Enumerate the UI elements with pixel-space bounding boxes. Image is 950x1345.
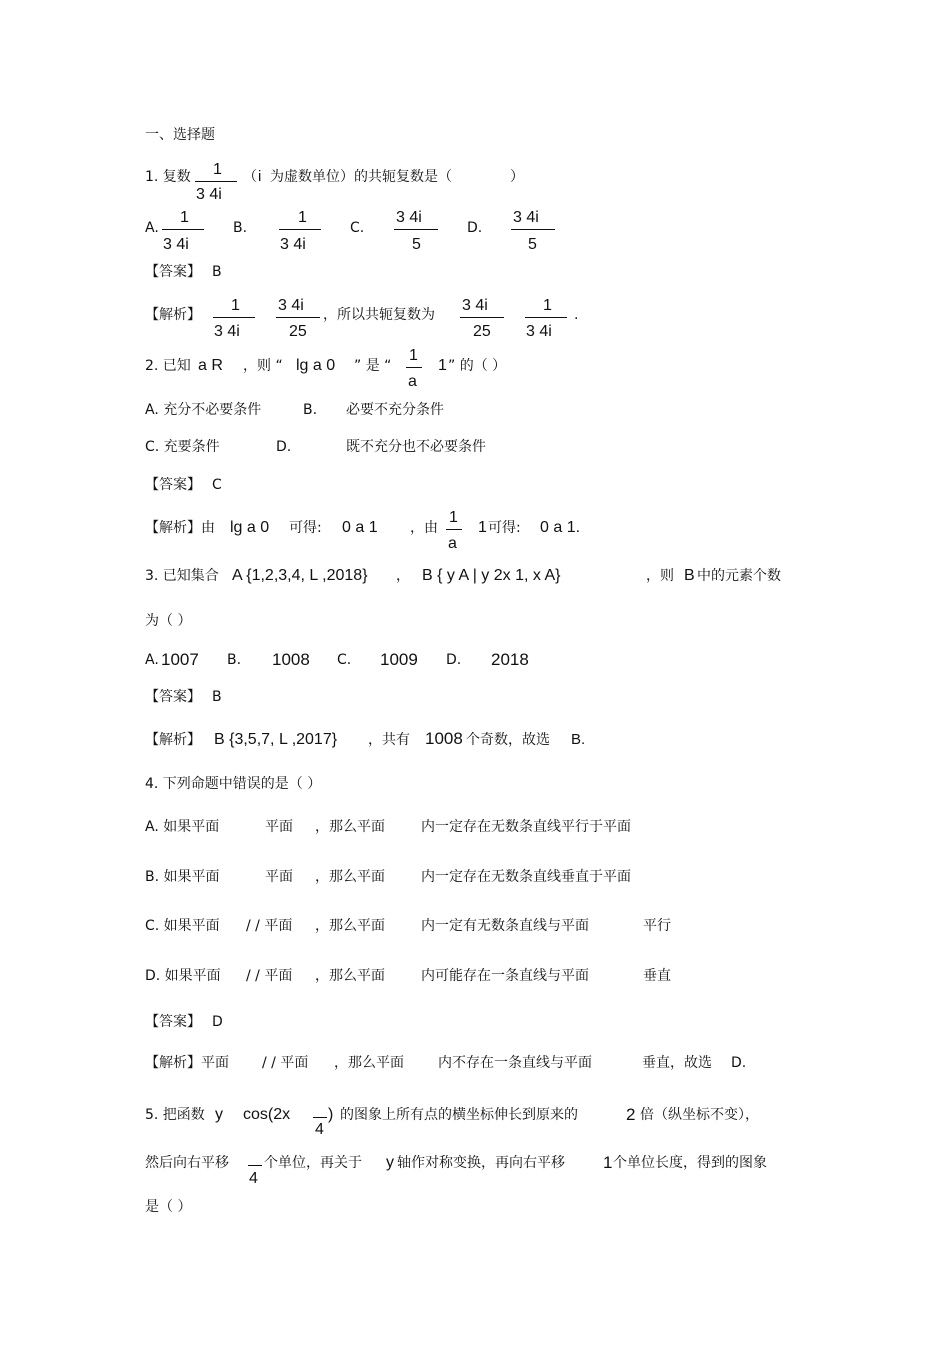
q1-prefix: 1. 复数: [145, 169, 191, 185]
q3-a-text-1: ，共有: [368, 732, 410, 748]
q4-c-4: 内一定有无数条直线与平面: [421, 918, 589, 934]
q4-b-2: 平面: [265, 869, 293, 885]
q5-line-3: 是（ ）: [145, 1199, 192, 1215]
q4-analysis-6: D.: [731, 1055, 747, 1071]
q2-a-lg: lg a 0: [230, 519, 270, 536]
q3-set-a: A {1,2,3,4, L ,2018}: [232, 567, 368, 584]
q3-prefix: 3. 已知集合: [145, 568, 219, 584]
q3-comma: ，: [396, 568, 410, 584]
q1-frac-num: 1: [213, 161, 222, 178]
q5-y: y: [215, 1106, 223, 1123]
q2-a-text-2: ，由: [410, 520, 438, 536]
q4-c-2: / / 平面: [246, 918, 293, 934]
q5-cos: cos(2x: [243, 1106, 291, 1123]
q5-two: 2: [626, 1105, 636, 1124]
q1-a-f4-num: 1: [543, 297, 552, 314]
q5-line2-frac-bar: [248, 1165, 262, 1166]
q2-a-range-2: 0 a 1.: [540, 519, 581, 536]
q4-stem: 4. 下列命题中错误的是（ ）: [145, 776, 322, 792]
q2-cond: a R: [198, 357, 223, 374]
q3-opt-b-label: B.: [227, 652, 242, 668]
q5-line2-c: 轴作对称变换，再向右平移: [397, 1155, 565, 1171]
q2-a-frac-num: 1: [449, 509, 458, 526]
q5-frac-den: 4: [315, 1121, 324, 1138]
q1-a-f2-den: 25: [289, 323, 307, 340]
q2-opt-b-label: B.: [303, 402, 318, 418]
q3-opt-d: 2018: [491, 650, 529, 669]
q1-a-f4-den: 3 4i: [526, 323, 552, 340]
q3-answer: B: [212, 689, 222, 705]
q1-opt-a-label: A.: [145, 220, 159, 236]
q5-close-paren: ): [328, 1106, 334, 1123]
q1-opt-c-label: C.: [350, 220, 365, 236]
q2-answer: C: [212, 477, 222, 493]
q1-opt-b-label: B.: [233, 220, 248, 236]
q5-text-1: 的图象上所有点的横坐标伸长到原来的: [340, 1107, 578, 1123]
q4-d-2: / / 平面: [246, 968, 293, 984]
q4-a-4: 内一定存在无数条直线平行于平面: [421, 819, 631, 835]
q3-b-letter: B: [684, 567, 695, 584]
q4-c-3: ，那么平面: [315, 918, 385, 934]
q1-opt-a-bar: [162, 229, 204, 230]
q3-opt-a: 1007: [161, 650, 199, 669]
q1-frac-bar: [195, 181, 237, 182]
q1-close: ）: [510, 169, 524, 185]
q3-line-2: 为（ ）: [145, 613, 192, 629]
q3-opt-d-label: D.: [446, 652, 462, 668]
q2-frac-den: a: [408, 373, 417, 390]
q3-a-num: 1008: [425, 729, 463, 748]
q2-opt-c: C. 充要条件: [145, 439, 220, 455]
q4-a-3: ，那么平面: [315, 819, 385, 835]
q2-prefix: 2. 已知: [145, 358, 191, 374]
q3-opt-b: 1008: [272, 650, 310, 669]
q3-answer-label: 【答案】: [145, 689, 201, 705]
q2-opt-b: 必要不充分条件: [346, 402, 444, 418]
q1-a-f1-den: 3 4i: [214, 323, 240, 340]
q5-line2-a: 然后向右平移: [145, 1155, 229, 1171]
q1-a-end: .: [574, 307, 579, 323]
q4-c-1: C. 如果平面: [145, 918, 220, 934]
q4-answer-label: 【答案】: [145, 1014, 201, 1030]
q5-text-2: 倍（纵坐标不变），: [640, 1107, 759, 1123]
q1-a-f3-den: 25: [473, 323, 491, 340]
q1-a-text: ，所以共轭复数为: [323, 307, 435, 323]
q1-i: i: [258, 168, 262, 185]
q5-frac-bar: [313, 1117, 327, 1118]
q1-opt-a-den: 3 4i: [163, 236, 189, 253]
q5-line2-d: 个单位长度，得到的图象: [613, 1155, 767, 1171]
q3-opt-a-label: A.: [145, 652, 159, 668]
q1-a-f3-bar: [460, 317, 504, 318]
q1-opt-d-label: D.: [467, 220, 483, 236]
q2-text-1: ，则 “: [243, 358, 283, 374]
q1-opt-c-num: 3 4i: [396, 209, 422, 226]
q1-opt-a-num: 1: [180, 209, 189, 226]
q3-set-b: B { y A | y 2x 1, x A}: [422, 567, 561, 584]
q1-a-f2-bar: [276, 317, 320, 318]
q4-analysis-3: ，那么平面: [334, 1055, 404, 1071]
q1-answer-label: 【答案】: [145, 264, 201, 280]
q2-opt-d-label: D.: [276, 439, 292, 455]
q2-a-text-3: 可得:: [488, 520, 521, 536]
q5-line2-b: 个单位，再关于: [264, 1155, 362, 1171]
q1-opt-b-bar: [279, 229, 321, 230]
q2-a-frac-den: a: [448, 535, 457, 552]
q2-text-3: ” 的（ ）: [448, 358, 507, 374]
q3-a-end: B.: [571, 731, 586, 748]
q3-opt-c: 1009: [380, 650, 418, 669]
q1-paren-open: （: [243, 169, 257, 185]
q4-b-3: ，那么平面: [315, 869, 385, 885]
q5-line2-y: y: [386, 1154, 394, 1171]
q2-a-range-1: 0 a 1: [342, 519, 378, 536]
q5-prefix: 5. 把函数: [145, 1107, 205, 1123]
q4-analysis-4: 内不存在一条直线与平面: [438, 1055, 592, 1071]
q1-opt-d-den: 5: [528, 236, 537, 253]
q4-analysis-2: / / 平面: [262, 1055, 309, 1071]
q3-tail: ，则: [646, 568, 674, 584]
q1-stem: 为虚数单位）的共轭复数是（: [270, 169, 452, 185]
q2-frac-num: 1: [409, 347, 418, 364]
q1-a-f1-num: 1: [231, 297, 240, 314]
q5-line2-frac-den: 4: [249, 1170, 258, 1187]
q1-opt-d-bar: [511, 229, 555, 230]
q1-a-f4-bar: [525, 317, 567, 318]
q4-d-4: 内可能存在一条直线与平面: [421, 968, 589, 984]
q1-opt-c-bar: [394, 229, 438, 230]
q4-d-1: D. 如果平面: [145, 968, 221, 984]
q2-opt-a: A. 充分不必要条件: [145, 402, 262, 418]
q4-analysis-1: 【解析】平面: [145, 1055, 229, 1071]
q2-a-frac-bar: [446, 529, 462, 530]
q2-lg: lg a 0: [296, 357, 336, 374]
q3-a-set: B {3,5,7, L ,2017}: [214, 731, 338, 748]
q1-opt-b-num: 1: [298, 209, 307, 226]
q1-frac-den: 3 4i: [196, 186, 222, 203]
q5-line2-one: 1: [603, 1153, 613, 1172]
q2-frac-bar: [406, 367, 422, 368]
q2-text-2: ” 是 “: [354, 358, 392, 374]
q3-opt-c-label: C.: [337, 652, 352, 668]
q1-answer: B: [212, 264, 222, 280]
q3-tail-2: 中的元素个数: [697, 568, 781, 584]
q2-a-one: 1: [478, 519, 487, 536]
q4-c-5: 平行: [643, 918, 671, 934]
q3-analysis-label: 【解析】: [145, 732, 201, 748]
q2-one: 1: [438, 357, 447, 374]
q4-analysis-5: 垂直，故选: [642, 1055, 712, 1071]
q4-b-4: 内一定存在无数条直线垂直于平面: [421, 869, 631, 885]
q1-a-f3-num: 3 4i: [462, 297, 488, 314]
q1-a-f1-bar: [213, 317, 255, 318]
q1-opt-c-den: 5: [412, 236, 421, 253]
section-heading: 一、选择题: [145, 127, 215, 143]
q1-analysis-label: 【解析】: [145, 307, 201, 323]
q4-d-5: 垂直: [643, 968, 671, 984]
q1-opt-b-den: 3 4i: [280, 236, 306, 253]
q4-d-3: ，那么平面: [315, 968, 385, 984]
q2-a-text-1: 可得:: [289, 520, 322, 536]
q4-a-1: A. 如果平面: [145, 819, 220, 835]
q4-a-2: 平面: [265, 819, 293, 835]
q2-opt-d: 既不充分也不必要条件: [346, 439, 486, 455]
q1-opt-d-num: 3 4i: [513, 209, 539, 226]
q4-answer: D: [212, 1014, 223, 1030]
q3-a-text-2: 个奇数，故选: [466, 732, 550, 748]
q2-answer-label: 【答案】: [145, 477, 201, 493]
q1-a-f2-num: 3 4i: [278, 297, 304, 314]
q2-analysis-label: 【解析】由: [145, 520, 215, 536]
q4-b-1: B. 如果平面: [145, 869, 220, 885]
